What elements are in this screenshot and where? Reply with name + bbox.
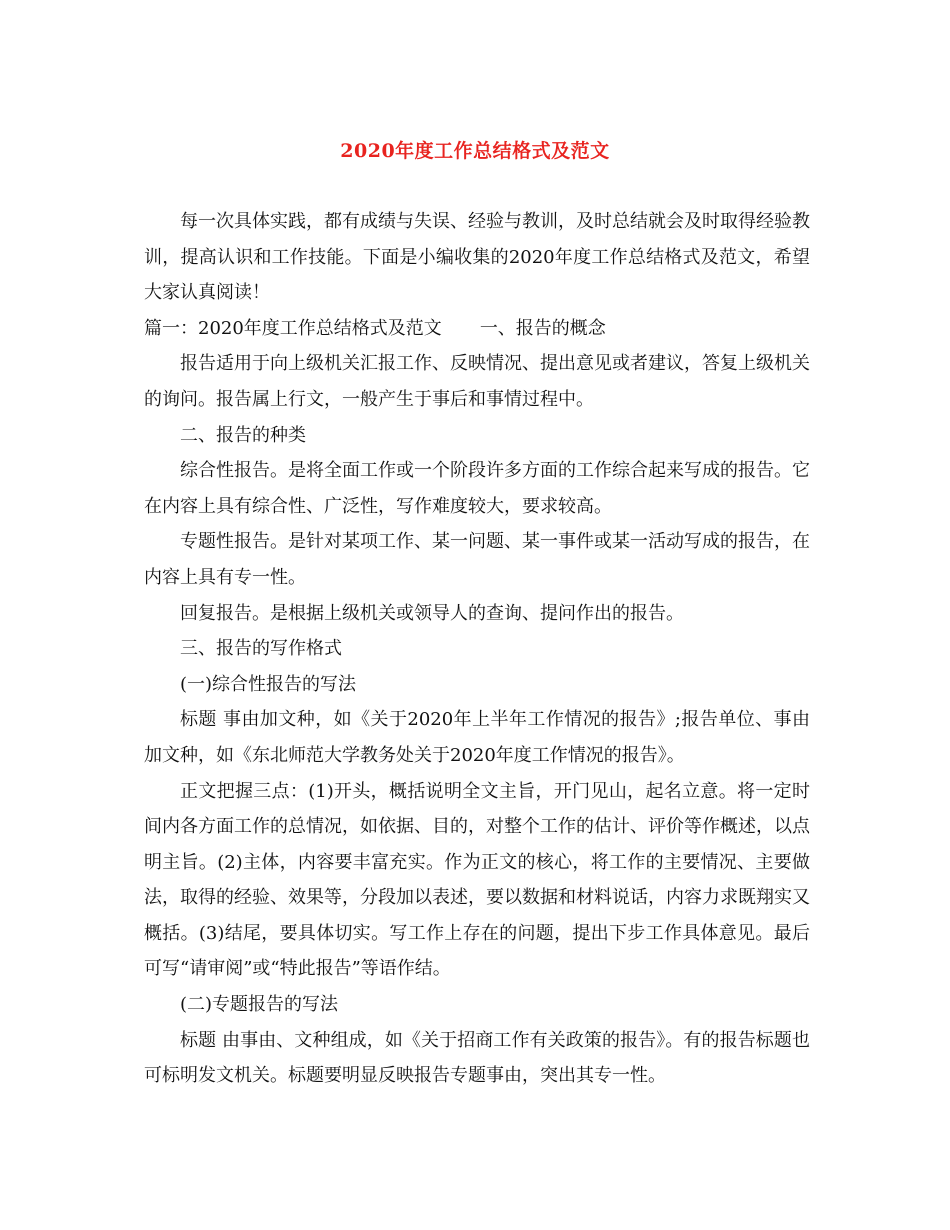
paragraph-reply-report: 回复报告。是根据上级机关或领导人的查询、提问作出的报告。 xyxy=(180,602,684,624)
document-title: 2020年度工作总结格式及范文 xyxy=(340,140,610,162)
paragraph-concept: 报告适用于向上级机关汇报工作、反映情况、提出意见或者建议，答复上级机关的询问。报告属上行文，一般产生于事后和事情过程中。 xyxy=(144,353,810,410)
part-heading-line xyxy=(144,311,810,347)
part-heading: 篇一：2020年度工作总结格式及范文 xyxy=(144,317,442,339)
paragraph-title-rule-2: 标题 由事由、文种组成，如《关于招商工作有关政策的报告》。有的报告标题也可标明发文机关。标题要明显反映报告专题事由，突出其专一性。 xyxy=(144,1029,810,1087)
section-heading-3: 三、报告的写作格式 xyxy=(180,638,342,660)
paragraph-comprehensive-report: 综合性报告。是将全面工作或一个阶段许多方面的工作综合起来写成的报告。它在内容上具有综合性、广泛性，写作难度较大，要求较高。 xyxy=(144,460,810,517)
section-heading-1: 一、报告的概念 xyxy=(479,317,606,339)
document-body xyxy=(144,204,810,1094)
section-heading-2: 二、报告的种类 xyxy=(180,424,306,446)
paragraph-topical-report: 专题性报告。是针对某项工作、某一问题、某一事件或某一活动写成的报告，在内容上具有专一性。 xyxy=(144,531,810,588)
paragraph-title-rule-1: 标题 事由加文种，如《关于2020年上半年工作情况的报告》;报告单位、事由加文种，如《东北师范大学教务处关于2020年度工作情况的报告》。 xyxy=(144,709,810,766)
intro-paragraph: 每一次具体实践，都有成绩与失误、经验与教训，及时总结就会及时取得经验教训，提高认识和工作技能。下面是小编收集的2020年度工作总结格式及范文，希望大家认真阅读！ xyxy=(144,211,810,304)
paragraph-body-rules: 正文把握三点：(1)开头，概括说明全文主旨，开门见山，起名立意。将一定时间内各方面工作的总情况，如依据、目的，对整个工作的估计、评价等作概述，以点明主旨。(2)主体，内容要丰富充实。作为正文的核心，将工作的主要情况、主要做法，取得的经验、效果等，分段加以表述，要以数据和材料说话，内容力求既翔实又概括。(3)结尾，要具体切实。写工作上存在的问题，提出下步工作具体意见。最后可写“请审阅”或“特此报告”等语作结。 xyxy=(144,780,810,980)
subsection-heading-2: (二)专题报告的写法 xyxy=(180,994,339,1016)
subsection-heading-1: (一)综合性报告的写法 xyxy=(180,673,357,695)
